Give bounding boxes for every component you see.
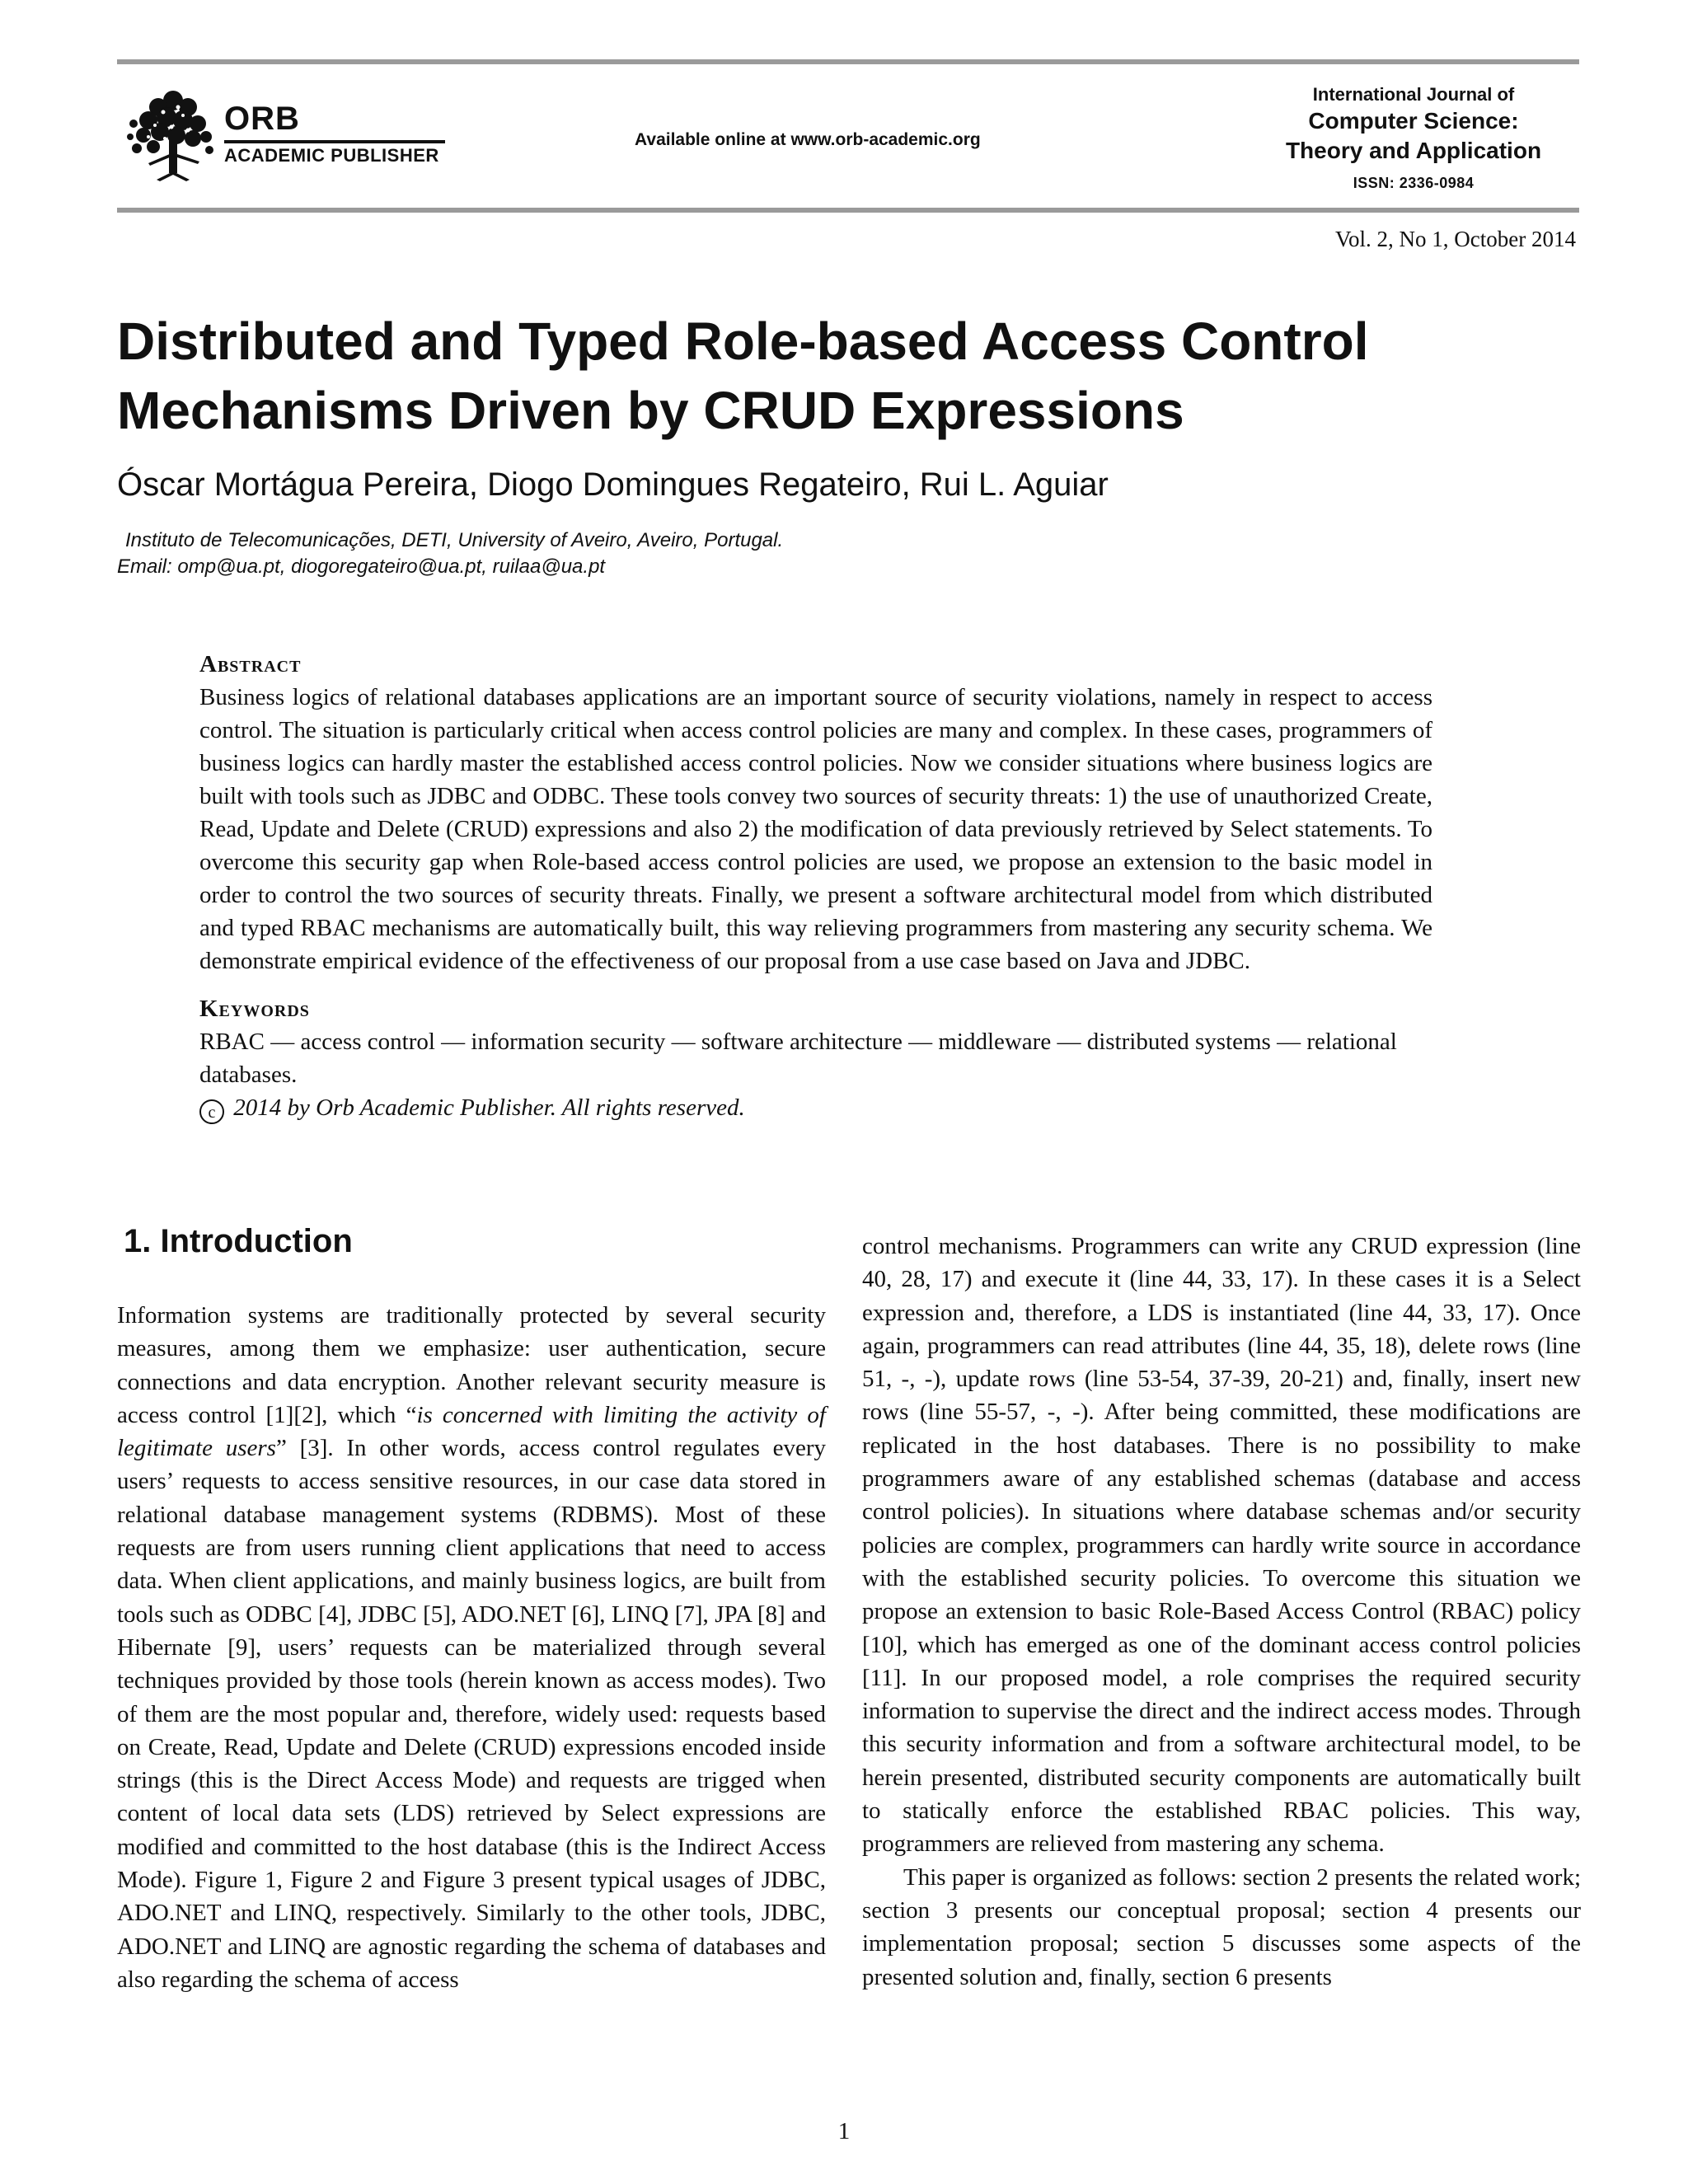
- section-heading-introduction: 1. Introduction: [124, 1223, 353, 1259]
- intro-paragraph-2: control mechanisms. Programmers can write any CRUD expression (line 40, 28, 17) and execute it (line 44, 33, 17). In these cases it is a Select expression and, therefore, a LDS is instantiated (line 44, 33, 17). Once again, programmers can read attributes (line 44, 35, 18), delete rows (line 51, -, -), update rows (line 53-54, 37-39, 20-21) and, finally, insert new rows (line 55-57, -, -). After being committed, these modifications are replicated in the host databases. There is no possibility to make programmers aware of any established schemas (database and access control policies). In situations where database schemas and/or security policies are complex, programmers can hardly write source in accordance with the established security policies. To overcome this situation we propose an extension to basic Role-Based Access Control (RBAC) policy [10], which has emerged as one of the dominant access control policies [11]. In our proposed model, a role comprises the required security information to supervise the direct and the indirect access modes. Through this security information and from a software architectural model, to be herein presented, distributed security components are automatically built to statically enforce the established RBAC policies. This way, programmers are relieved from mastering any schema.: [862, 1233, 1581, 1858]
- copyright-notice: [199, 1091, 1432, 1124]
- page-number: 1: [837, 2118, 851, 2144]
- journal-name-block: [1236, 82, 1591, 199]
- journal-issn: ISSN: 2336-0984: [1353, 175, 1475, 191]
- journal-line-3: Theory and Application: [1285, 138, 1542, 163]
- affiliation-block: [117, 527, 783, 580]
- title-line-2: Mechanisms Driven by CRUD Expressions: [117, 381, 1184, 440]
- keywords-heading: Keywords: [199, 996, 310, 1022]
- intro-paragraph-1: [117, 1299, 826, 1996]
- publisher-name: ORB: [224, 101, 300, 137]
- keywords-text: RBAC — access control — information security — software architecture — middleware — distributed systems — relational databases.: [199, 1029, 1397, 1088]
- publisher-logo: [124, 82, 453, 181]
- journal-line-1: International Journal of: [1312, 84, 1515, 105]
- intro-paragraph-3: This paper is organized as follows: section 2 presents the related work; section 3 presents our conceptual proposal; section 4 presents our implementation proposal; section 5 discusses some aspects of the presented solution and, finally, section 6 presents: [862, 1863, 1581, 1990]
- available-online-text: Available online at www.orb-academic.org: [635, 130, 981, 149]
- copyright-symbol: c: [199, 1099, 224, 1124]
- header-bottom-rule: [117, 208, 1579, 213]
- logo-divider: [224, 140, 445, 143]
- publisher-subtitle: ACADEMIC PUBLISHER: [224, 145, 439, 166]
- paper-authors: Óscar Mortágua Pereira, Diogo Domingues Regateiro, Rui L. Aguiar: [117, 466, 1109, 503]
- left-column: [117, 1299, 826, 1996]
- right-column: [862, 1230, 1581, 1994]
- abstract-text: Business logics of relational databases applications are an important source of security violations, namely in respect to access control. The situation is particularly critical when access control policies are many and complex. In these cases, programmers of business logics can hardly master the established access control policies. Now we consider situations where business logics are built with tools such as JDBC and ODBC. These tools convey two sources of security threats: 1) the use of unauthorized Create, Read, Update and Delete (CRUD) expressions and also 2) the modification of data previously retrieved by Select statements. To overcome this security gap when Role-based access control policies are used, we propose an extension to the basic model in order to control the two sources of security threats. Finally, we present a software architectural model from which distributed and typed RBAC mechanisms are automatically built, this way relieving programmers from mastering any security schema. We demonstrate empirical evidence of the effectiveness of our proposal from a use case based on Java and JDBC.: [199, 684, 1432, 974]
- intro-p1-part-a: Information systems are traditionally protected by several security measures, among them we emphasize: user authentication, secure connections and data encryption. Another relevant security measure is access control [1][2], which “: [117, 1302, 826, 1428]
- intro-quote: is concerned with limiting the activity of legitimate users: [117, 1401, 826, 1462]
- paper-title: [117, 307, 1592, 445]
- affiliation: Instituto de Telecomunicações, DETI, University of Aveiro, Aveiro, Portugal.: [125, 529, 784, 551]
- abstract-section: [199, 648, 1432, 1124]
- copyright-text: 2014 by Orb Academic Publisher. All rights reserved.: [233, 1094, 745, 1121]
- title-line-1: Distributed and Typed Role-based Access Control: [117, 312, 1369, 371]
- intro-p1-part-b: ” [3]. In other words, access control regulates every users’ requests to access sensitive resources, in our case data stored in relational database management systems (RDBMS). Most of these requests are from users running client applications that need to access data. When client applications, and mainly business logics, are built from tools such as ODBC [4], JDBC [5], ADO.NET [6], LINQ [7], JPA [8] and Hibernate [9], users’ requests can be materialized through several techniques provided by those tools (herein known as access modes). Two of them are the most popular and, therefore, widely used: requests based on Create, Read, Update and Delete (CRUD) expressions encoded inside strings (this is the Direct Access Mode) and requests are trigged when content of local data sets (LDS) retrieved by Select expressions are modified and committed to the host database (this is the Indirect Access Mode). Figure 1, Figure 2 and Figure 3 present typical usages of JDBC, ADO.NET and LINQ, respectively. Similarly to the other tools, JDBC, ADO.NET and LINQ are agnostic regarding the schema of databases and also regarding the schema of access: [117, 1435, 826, 1993]
- brain-tree-icon: [124, 82, 223, 181]
- abstract-heading: Abstract: [199, 651, 302, 677]
- volume-info: Vol. 2, No 1, October 2014: [1335, 227, 1576, 251]
- journal-line-2: Computer Science:: [1308, 108, 1519, 134]
- author-emails: Email: omp@ua.pt, diogoregateiro@ua.pt, ruilaa@ua.pt: [117, 555, 606, 578]
- header-top-rule: [117, 59, 1579, 64]
